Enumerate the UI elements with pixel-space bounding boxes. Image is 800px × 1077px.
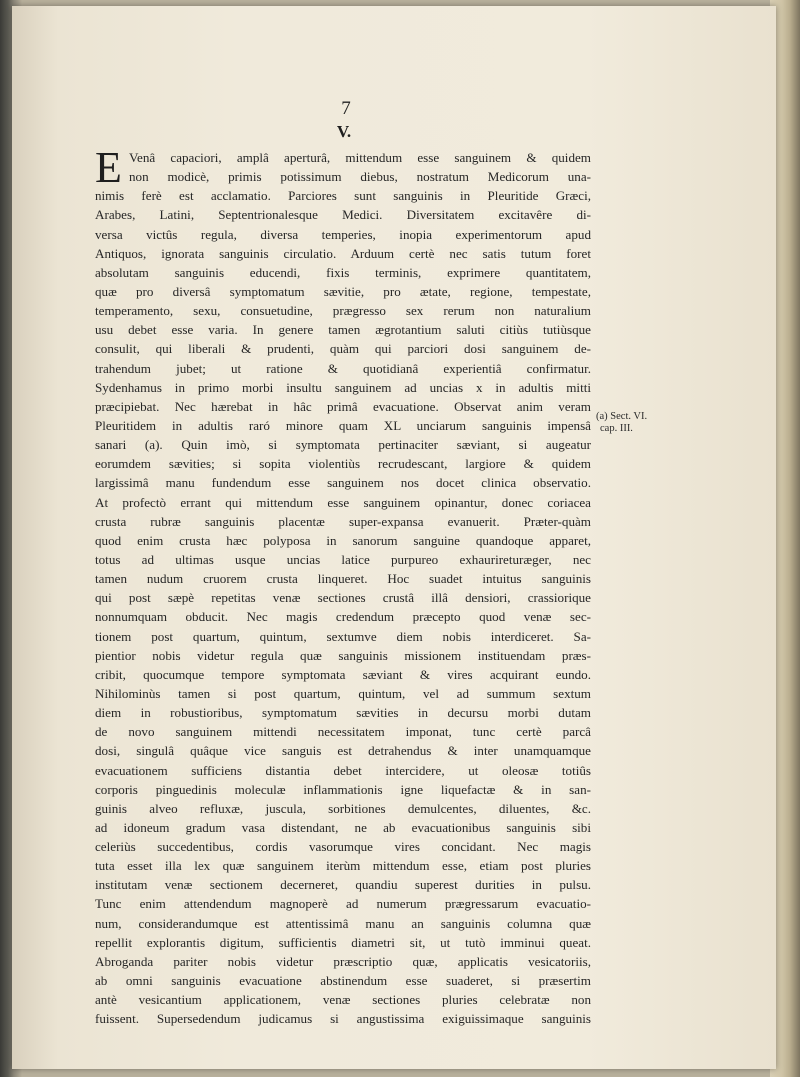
text-line: tuta esset illa lex quæ sanguinem iterùm mittendum esse, etiam post pluries bbox=[95, 858, 591, 874]
text-line: usu debet esse varia. In genere tamen ægrotantium saluti citiùs tutiùsque bbox=[95, 322, 591, 338]
text-line: Tunc enim attendendum magnoperè ad numerum prægressarum evacuatio- bbox=[95, 896, 591, 912]
text-line: dosi, singulâ quâque vice sanguis est detrahendus & inter unamquamque bbox=[95, 743, 591, 759]
text-line: tamen nudum cruorem crusta linqueret. Hoc suadet intuitus sanguinis bbox=[95, 571, 591, 587]
text-line: sanari (a). Quin imò, si symptomata pertinaciter sæviant, si augeatur bbox=[95, 437, 591, 453]
text-line: trahendum jubet; ut ratione & quotidianâ experientiâ confirmatur. bbox=[95, 360, 591, 376]
drop-cap: E bbox=[95, 143, 122, 192]
text-line: Abroganda pariter nobis videtur præscriptio quæ, applicatis vesicatoriis, bbox=[95, 953, 591, 969]
margin-note bbox=[596, 411, 676, 435]
text-line: versa victûs regula, diversa temperies, inopia experimentorum apud bbox=[95, 226, 591, 242]
section-heading: V. bbox=[336, 122, 352, 141]
text-line: ad idoneum gradum vasa distendant, ne ab evacuationibus sanguinis sibi bbox=[95, 819, 591, 835]
text-line: Nihilominùs tamen si post quartum, quintum, vel ad summum sextum bbox=[95, 685, 591, 701]
text-line: num, considerandumque est attentissimâ manu an sanguinis columna quæ bbox=[95, 915, 591, 931]
text-line: cribit, quocumque tempore symptomata sæviant & vires acquirant eundo. bbox=[95, 666, 591, 682]
page-number: 7 bbox=[341, 98, 351, 119]
text-line: crusta rubræ sanguinis placentæ super-expansa evanuerit. Præter-quàm bbox=[95, 513, 591, 529]
text-line: quæ pro diversâ symptomatum sævitie, pro ætate, regione, tempestate, bbox=[95, 283, 591, 299]
text-line: non modicè, primis potissimum diebus, nostratum Medicorum una- bbox=[129, 169, 591, 185]
text-line: Pleuritidem in adultis raró minore quam XL unciarum sanguinis impensâ bbox=[95, 417, 591, 433]
text-line: Venâ capaciori, amplâ aperturâ, mittendum esse sanguinem & quidem bbox=[129, 150, 591, 165]
text-line: de novo sanguinem mittendi necessitatem imponat, tunc certè parcâ bbox=[95, 724, 591, 740]
text-line: eorumdem sævities; si sopita violentiùs recrudescant, largiore & quidem bbox=[95, 456, 591, 472]
margin-note-chapter: cap. III. bbox=[600, 423, 633, 434]
margin-note-reference: (a) Sect. VI. bbox=[596, 411, 648, 422]
text-line: Arabes, Latini, Septentrionalesque Medici. Diversitatem excitavêre di- bbox=[95, 207, 591, 223]
text-line: guinis alveo refluxæ, juscula, sorbitiones demulcentes, diluentes, &c. bbox=[95, 800, 591, 816]
text-line: præcipiebat. Nec hærebat in hâc primâ evacuatione. Observat anim veram bbox=[95, 398, 591, 414]
text-line: corporis pinguedinis moleculæ inflammationis igne liquefactæ & in san- bbox=[95, 781, 591, 797]
text-line: antè vesicantium applicationem, venæ sectiones pluries celebratæ non bbox=[95, 992, 591, 1008]
text-line: Antiquos, ignorata sanguinis circulatio. Arduum certè nec satis tutum foret bbox=[95, 245, 591, 261]
text-line: temperamento, sexu, consuetudine, prægresso sex rerum non naturalium bbox=[95, 303, 591, 319]
text-line: quod enim crusta hæc polyposa in sanorum sanguine quandoque apparet, bbox=[95, 532, 591, 548]
body-text bbox=[95, 143, 591, 1028]
text-line: totus ad ultimas usque uncias latice purpureo exhaurireturæger, nec bbox=[95, 551, 591, 567]
text-line: tionem post quartum, quintum, sextumve diem nobis interdiceret. Sa- bbox=[95, 628, 591, 644]
text-line: absolutam sanguinis educendi, fixis terminis, exprimere quantitatem, bbox=[95, 264, 591, 280]
text-line: Sydenhamus in primo morbi insultu sanguinem ad uncias x in adultis mitti bbox=[95, 379, 591, 395]
text-line: nonnumquam obducit. Nec magis credendum præcepto quod venæ sec- bbox=[95, 609, 591, 625]
text-line: repellit explorantis digitum, sufficientis diametri sit, ut tutò imminui queat. bbox=[95, 934, 591, 950]
text-line: qui post sæpè repetitas venæ sectiones crustâ illâ densiori, crassiorique bbox=[95, 590, 591, 606]
text-line: pientior nobis videtur regula quæ sanguinis missionem instituendam præs- bbox=[95, 647, 591, 663]
text-line: diem in robustioribus, symptomatum sævities in decursu morbi dutam bbox=[95, 705, 591, 721]
text-line: celeriùs succedentibus, cordis vasorumque vires concidant. Nec magis bbox=[95, 839, 591, 855]
text-line: fuissent. Supersedendum judicamus si angustissima exiguissimaque sanguinis bbox=[95, 1011, 591, 1027]
text-line: evacuationem sufficiens distantia debet intercidere, ut oleosæ totiûs bbox=[95, 762, 591, 778]
text-line: institutam venæ sectionem decerneret, quandiu superest durities in pulsu. bbox=[95, 877, 591, 893]
text-line: At profectò errant qui mittendum esse sanguinem opinantur, donec coriacea bbox=[95, 494, 591, 510]
text-line: ab omni sanguinis evacuatione abstinendum esse suaderet, si præsertim bbox=[95, 973, 591, 989]
text-line: nimis ferè est acclamatio. Parciores sunt sanguinis in Pleuritide Græci, bbox=[95, 188, 591, 204]
text-line: consulit, qui liberali & prudenti, quàm qui parciori dosi sanguinem de- bbox=[95, 341, 591, 357]
text-line: largissimâ manu fundendum esse sanguinem nos docet clinica observatio. bbox=[95, 475, 591, 491]
